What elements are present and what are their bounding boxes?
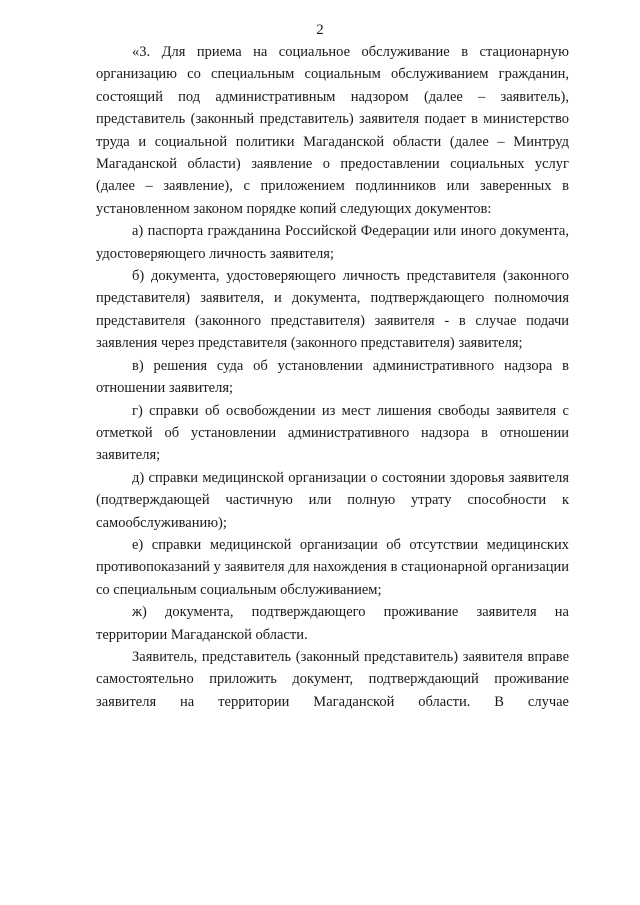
list-item-e: е) справки медицинской организации об отсутствии медицинских противопоказаний у заявителя для нахождения в стационарной организации со специальным социальным обслуживанием; <box>96 536 569 598</box>
list-item-zh: ж) документа, подтверждающего проживание заявителя на территории Магаданской области. <box>96 604 569 643</box>
list-item-b: б) документа, удостоверяющего личность представителя (законного представителя) заявителя, и документа, подтверждающего полномочия представителя (законного представителя) заявителя - в случае подачи заявления через представителя (законного представителя) заявителя; <box>96 268 569 352</box>
list-item-d: д) справки медицинской организации о состоянии здоровья заявителя (подтверждающей частичную или полную утрату способности к самообслуживанию); <box>96 469 569 531</box>
list-item-g: г) справки об освобождении из мест лишения свободы заявителя с отметкой об установлении административного надзора в отношении заявителя; <box>96 402 569 464</box>
list-item-v: в) решения суда об установлении административного надзора в отношении заявителя; <box>96 357 569 397</box>
list-item-a: а) паспорта гражданина Российской Федерации или иного документа, удостоверяющего личность заявителя; <box>96 223 569 262</box>
page-number: 2 <box>316 22 324 38</box>
paragraph-intro: «3. Для приема на социальное обслуживание в стационарную организацию со специальным социальным обслуживанием гражданин, состоящий под административным надзором (далее – заявитель), представитель (законный представитель) заявителя подает в министерство труда и социальной политики Магаданской области (далее – Минтруд Магаданской области) заявление о предоставлении социальных услуг (далее – заявление), с приложением подлинников или заверенных в установленном законом порядке копий следующих документов: <box>96 44 569 217</box>
document-body <box>96 41 569 713</box>
paragraph-applicant: Заявитель, представитель (законный представитель) заявителя вправе самостоятельно приложить документ, подтверждающий проживание заявителя на территории Магаданской области. В случае <box>96 648 569 710</box>
